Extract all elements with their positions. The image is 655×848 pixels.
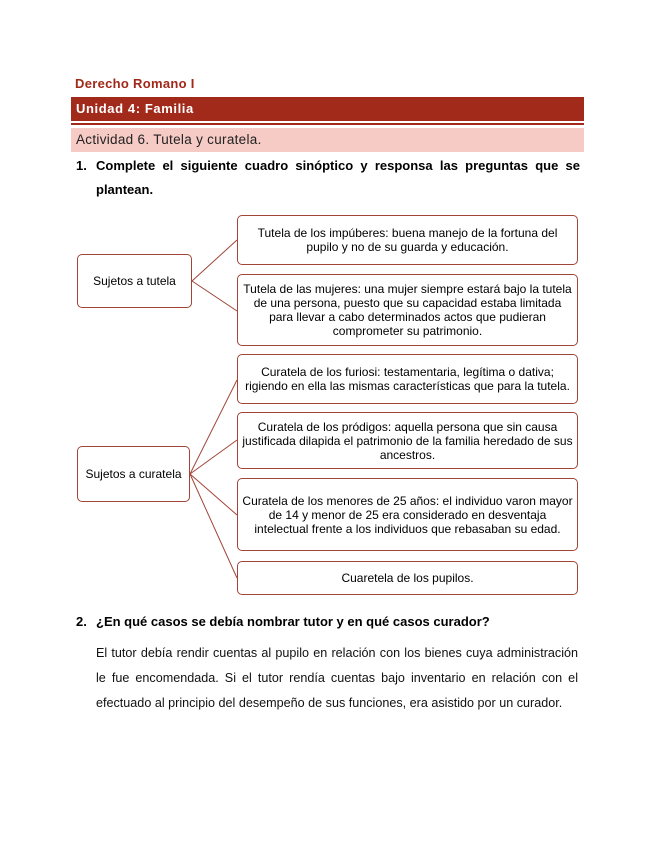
- connector-line: [192, 240, 237, 281]
- connector-line: [190, 474, 237, 515]
- connector-line: [190, 380, 237, 474]
- activity-title: Actividad 6. Tutela y curatela.: [76, 132, 262, 147]
- node-curatela-furiosi: Curatela de los furiosi: testamentaria, legítima o dativa; rigiendo en ella las mismas características que para la tutela.: [237, 354, 578, 404]
- node-sujetos-curatela: Sujetos a curatela: [77, 446, 190, 502]
- node-tutela-mujeres: Tutela de las mujeres: una mujer siempre estará bajo la tutela de una persona, puesto que su capacidad estaba limitada para llevar a cabo determinados actos que pudieran comprometer su patrimonio.: [237, 274, 578, 346]
- unit-title: Unidad 4: Familia: [76, 101, 194, 116]
- question-2-text: ¿En qué casos se debía nombrar tutor y en qué casos curador?: [96, 614, 490, 629]
- question-1-number: 1.: [76, 158, 87, 173]
- connector-line: [190, 440, 237, 474]
- question-2-answer: El tutor debía rendir cuentas al pupilo en relación con los bienes cuya administración le fue encomendada. Si el tutor rendía cuentas bajo inventario en relación con el efectuado al principio del desempeño de sus funciones, era asistido por un curador.: [96, 646, 578, 710]
- question-2-number: 2.: [76, 614, 87, 629]
- connector-line: [190, 474, 237, 578]
- node-sujetos-tutela: Sujetos a tutela: [77, 254, 192, 308]
- question-1-text: Complete el siguiente cuadro sinóptico y responsa las preguntas que se plantean.: [96, 158, 580, 197]
- node-curatela-prodigos: Curatela de los pródigos: aquella persona que sin causa justificada dilapida el patrimonio de la familia heredado de sus ancestros.: [237, 412, 578, 469]
- course-title: Derecho Romano I: [75, 76, 195, 91]
- node-curatela-menores: Curatela de los menores de 25 años: el individuo varon mayor de 14 y menor de 25 era considerado en desventaja intelectual frente a los individuos que rebasaban su edad.: [237, 478, 578, 551]
- node-tutela-impuberes: Tutela de los impúberes: buena manejo de la fortuna del pupilo y no de su guarda y educación.: [237, 215, 578, 265]
- connector-line: [192, 281, 237, 311]
- node-curatela-pupilos: Cuaretela de los pupilos.: [237, 561, 578, 595]
